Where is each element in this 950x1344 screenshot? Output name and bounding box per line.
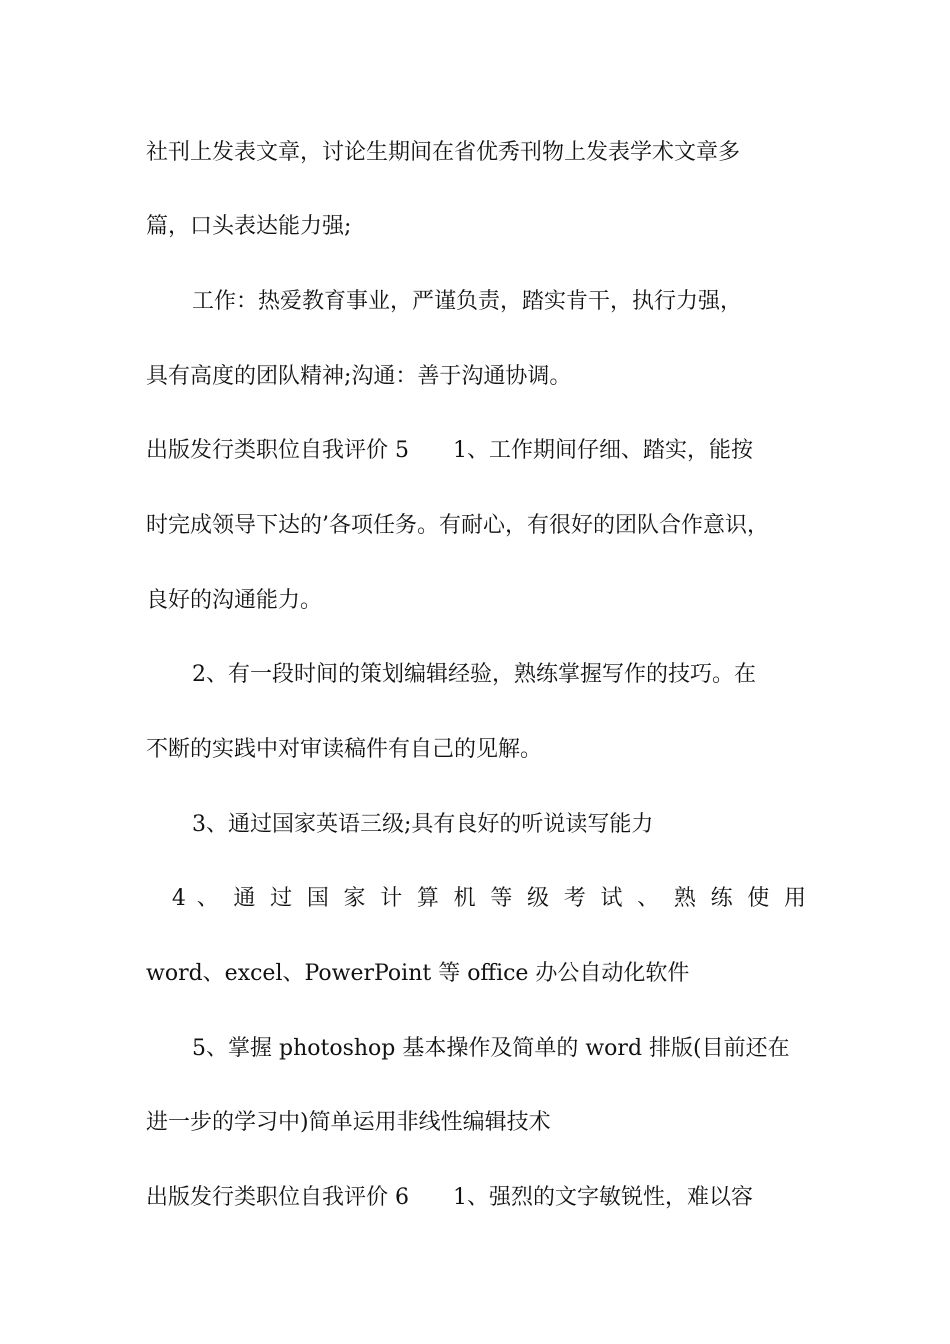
section-heading-line: 出版发行类职位自我评价 6 1、强烈的文字敏锐性，难以容 bbox=[146, 1185, 753, 1210]
text-line: 篇，口头表达能力强; bbox=[146, 214, 352, 239]
text-line: 时完成领导下达的’各项任务。有耐心，有很好的团队合作意识， bbox=[146, 513, 769, 538]
text-line: 3、通过国家英语三级;具有良好的听说读写能力 bbox=[192, 812, 654, 837]
text-line: 良好的沟通能力。 bbox=[146, 588, 323, 613]
text-line: word、excel、PowerPoint 等 office 办公自动化软件 bbox=[146, 961, 690, 986]
text-line: 4 、 通 过 国 家 计 算 机 等 级 考 试 、 熟 练 使 用 bbox=[146, 886, 806, 911]
text-line: 进一步的学习中)简单运用非线性编辑技术 bbox=[146, 1110, 551, 1135]
text-line: 具有高度的团队精神;沟通：善于沟通协调。 bbox=[146, 364, 572, 389]
text-line: 2、有一段时间的策划编辑经验，熟练掌握写作的技巧。在 bbox=[192, 662, 756, 687]
text-line: 工作：热爱教育事业，严谨负责，踏实肯干，执行力强， bbox=[192, 289, 743, 314]
section-heading-line: 出版发行类职位自我评价 5 1、工作期间仔细、踏实，能按 bbox=[146, 438, 753, 463]
text-line: 不断的实践中对审读稿件有自己的见解。 bbox=[146, 737, 543, 762]
text-line: 5、掌握 photoshop 基本操作及简单的 word 排版(目前还在 bbox=[192, 1036, 790, 1061]
text-line: 社刊上发表文章，讨论生期间在省优秀刊物上发表学术文章多 bbox=[146, 140, 741, 165]
